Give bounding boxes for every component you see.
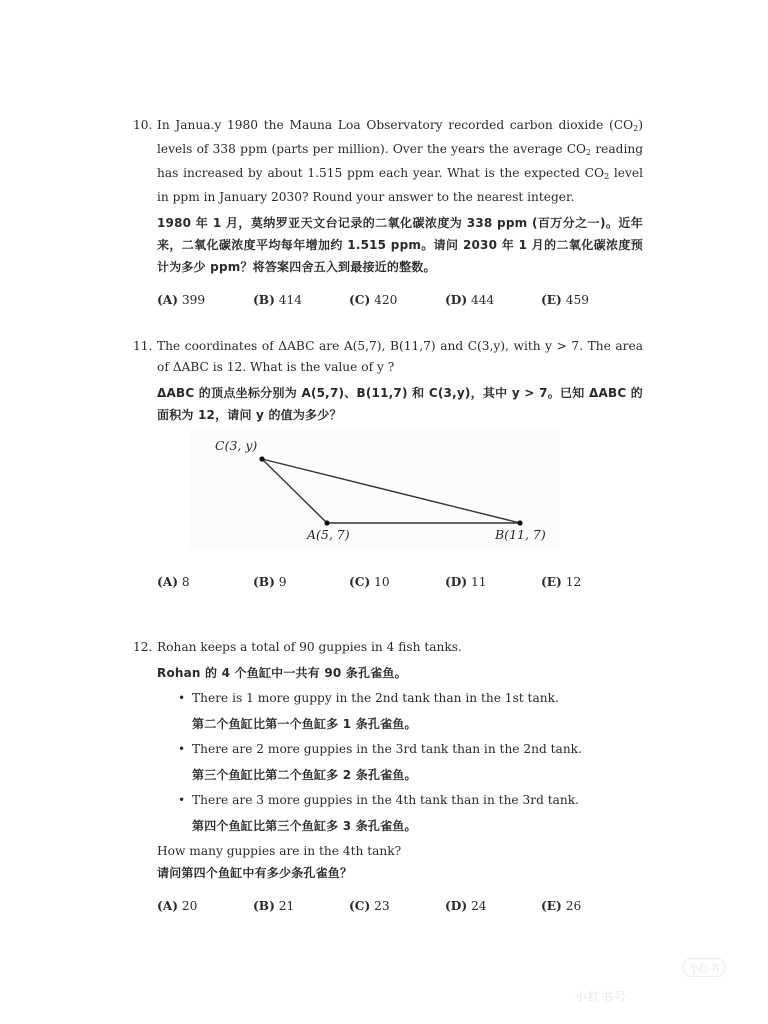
choice-value: 8 — [181, 575, 190, 589]
condition-zh: 第三个鱼缸比第二个鱼缸多 2 条孔雀鱼。 — [192, 768, 417, 782]
choice-value: 459 — [565, 293, 589, 307]
choice-value: 21 — [278, 899, 295, 913]
choice-value: 399 — [181, 293, 206, 307]
choice-label: (E) — [541, 899, 562, 913]
choice-label: (C) — [349, 899, 371, 913]
choice-label: (A) — [157, 575, 178, 589]
answer-choices — [157, 290, 643, 311]
vertex-label-b: B(11, 7) — [495, 527, 546, 542]
choice-b[interactable] — [253, 290, 349, 311]
watermark — [570, 955, 750, 1005]
choice-b[interactable] — [253, 572, 349, 593]
question-prompt-en: How many guppies are in the 4th tank? — [157, 844, 402, 858]
choice-c[interactable] — [349, 572, 445, 593]
choice-value: 12 — [565, 575, 582, 589]
watermark-badge: 小红书 — [683, 958, 725, 977]
choice-value: 444 — [470, 293, 495, 307]
choice-d[interactable] — [445, 572, 541, 593]
vertex-label-c: C(3, y) — [215, 438, 258, 453]
choice-label: (E) — [541, 575, 562, 589]
choice-a[interactable] — [157, 896, 253, 917]
bullet-icon: • — [178, 691, 186, 705]
choice-e[interactable] — [541, 896, 637, 917]
choice-label: (B) — [253, 575, 275, 589]
question-11-choices-block — [133, 572, 643, 593]
choice-label: (A) — [157, 899, 178, 913]
text-segment: ) levels of 338 ppm (parts per million). Over the years the average CO — [157, 118, 643, 156]
question-text-zh: 1980 年 1 月，莫纳罗亚天文台记录的二氧化碳浓度为 338 ppm (百万分之一)。近年来，二氧化碳浓度平均每年增加约 1.515 ppm。请问 2030 年 1 月的二氧化碳浓度预计为多少 ppm？将答案四舍五入到最接近的整数。 — [157, 216, 643, 274]
choice-value: 20 — [181, 899, 198, 913]
vertex-label-a: A(5, 7) — [307, 527, 350, 542]
answer-choices — [157, 572, 643, 593]
choice-value: 414 — [278, 293, 302, 307]
choice-d[interactable] — [445, 896, 541, 917]
choice-b[interactable] — [253, 896, 349, 917]
choice-label: (D) — [445, 293, 468, 307]
choice-value: 26 — [565, 899, 582, 913]
question-number: 12. — [133, 640, 153, 654]
choice-e[interactable] — [541, 572, 637, 593]
choice-value: 9 — [278, 575, 287, 589]
condition-zh: 第四个鱼缸比第三个鱼缸多 3 条孔雀鱼。 — [192, 819, 417, 833]
question-text-en: Rohan keeps a total of 90 guppies in 4 fish tanks. — [157, 640, 462, 654]
question-text-zh: ΔABC 的顶点坐标分别为 A(5,7)、B(11,7) 和 C(3,y)，其中 y > 7。已知 ΔABC 的面积为 12，请问 y 的值为多少？ — [157, 386, 643, 422]
choice-label: (D) — [445, 575, 468, 589]
choice-label: (D) — [445, 899, 468, 913]
choice-value: 11 — [470, 575, 487, 589]
choice-label: (B) — [253, 293, 275, 307]
condition-en: There are 3 more guppies in the 4th tank than in the 3rd tank. — [192, 793, 580, 807]
triangle-diagram — [190, 430, 560, 550]
condition-zh: 第二个鱼缸比第一个鱼缸多 1 条孔雀鱼。 — [192, 717, 417, 731]
condition-item — [157, 688, 643, 735]
bullet-icon: • — [178, 742, 186, 756]
bullet-icon: • — [178, 793, 186, 807]
choice-label: (B) — [253, 899, 275, 913]
question-number: 11. — [133, 339, 153, 353]
choice-label: (C) — [349, 575, 371, 589]
condition-item — [157, 790, 643, 837]
choice-e[interactable] — [541, 290, 637, 311]
choice-value: 10 — [374, 575, 390, 589]
choice-c[interactable] — [349, 290, 445, 311]
subscript: 2 — [586, 148, 592, 157]
question-number: 10. — [133, 118, 153, 132]
question-text-zh: Rohan 的 4 个鱼缸中一共有 90 条孔雀鱼。 — [157, 666, 407, 680]
question-10 — [133, 115, 643, 311]
text-segment: In Janua.y 1980 the Mauna Loa Observatory recorded carbon dioxide (CO — [157, 118, 634, 132]
choice-label: (C) — [349, 293, 371, 307]
choice-label: (A) — [157, 293, 178, 307]
text-segment: level in ppm in January 2030? Round your answer to the nearest integer. — [157, 166, 644, 204]
choice-label: (E) — [541, 293, 562, 307]
answer-choices — [157, 896, 643, 917]
text-segment: reading has increased by about 1.515 ppm each year. What is the expected CO — [157, 142, 643, 180]
watermark-text: 小红书号 — [575, 990, 628, 1004]
question-12 — [133, 637, 643, 917]
subscript: 2 — [604, 172, 610, 181]
choice-a[interactable] — [157, 290, 253, 311]
choice-value: 420 — [374, 293, 398, 307]
choice-value: 24 — [470, 899, 487, 913]
choice-value: 23 — [374, 899, 390, 913]
question-11 — [133, 336, 643, 426]
question-prompt-zh: 请问第四个鱼缸中有多少条孔雀鱼？ — [157, 866, 353, 880]
choice-a[interactable] — [157, 572, 253, 593]
condition-item — [157, 739, 643, 786]
question-text-en — [157, 115, 643, 208]
condition-en: There are 2 more guppies in the 3rd tank than in the 2nd tank. — [192, 742, 582, 756]
subscript: 2 — [633, 124, 639, 133]
choice-d[interactable] — [445, 290, 541, 311]
choice-c[interactable] — [349, 896, 445, 917]
condition-en: There is 1 more guppy in the 2nd tank than in the 1st tank. — [192, 691, 559, 705]
question-text-en: The coordinates of ΔABC are A(5,7), B(11,7) and C(3,y), with y > 7. The area of ΔABC is 12. What is the value of y ? — [157, 339, 643, 374]
condition-list — [157, 688, 643, 837]
